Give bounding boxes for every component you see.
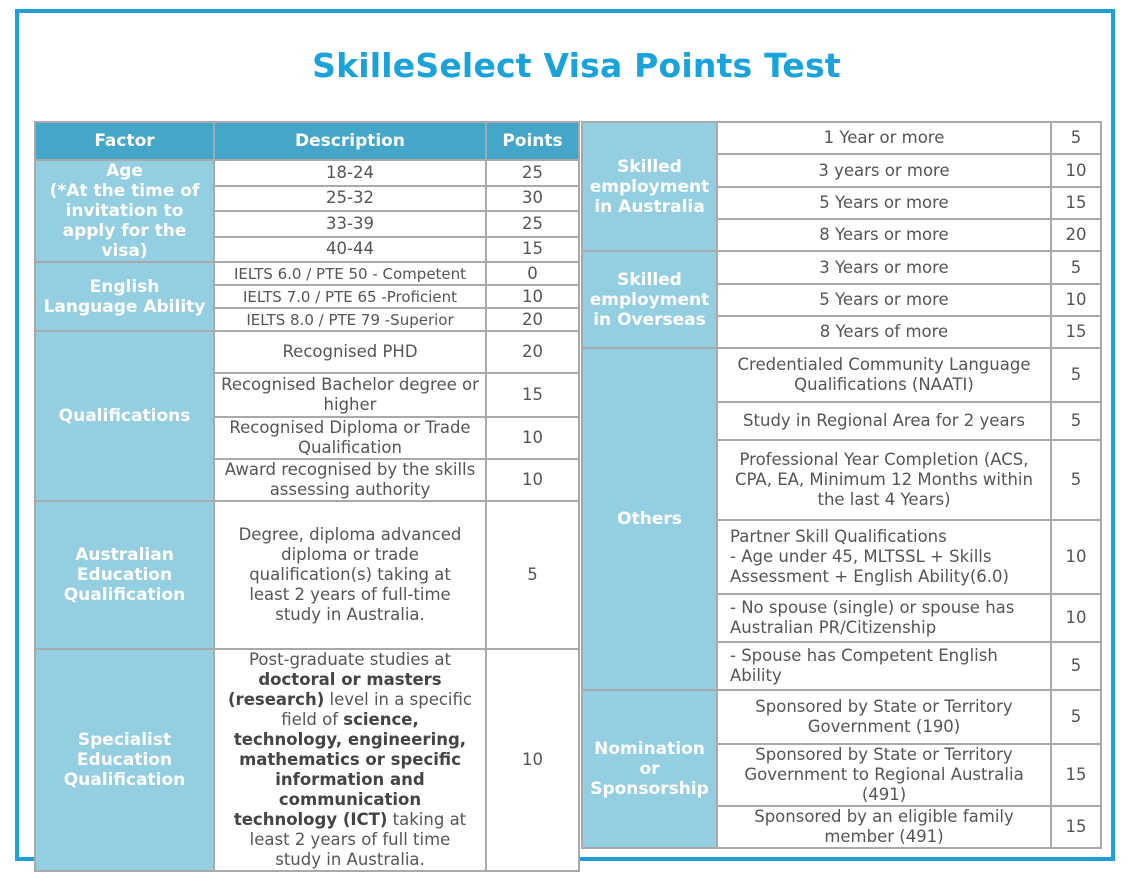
factor-nomination: Nomination or Sponsorship xyxy=(582,690,717,848)
employment-points: 20 xyxy=(1051,219,1101,251)
other-points: 5 xyxy=(1051,440,1101,520)
other-points: 5 xyxy=(1051,348,1101,402)
english-level: IELTS 8.0 / PTE 79 -Superior xyxy=(214,308,486,331)
employment-duration: 3 Years or more xyxy=(717,251,1051,284)
english-level: IELTS 7.0 / PTE 65 -Proficient xyxy=(214,285,486,308)
employment-duration: 3 years or more xyxy=(717,154,1051,187)
qualification-points: 15 xyxy=(486,373,579,417)
employment-duration: 8 Years of more xyxy=(717,316,1051,348)
desc-bold: science, technology, engineering, mathematics or specific information and communication technology (ICT) xyxy=(233,710,467,829)
age-range: 25-32 xyxy=(214,186,486,212)
age-points: 25 xyxy=(486,160,579,186)
age-points: 15 xyxy=(486,237,579,263)
english-points: 10 xyxy=(486,285,579,308)
desc-text: level in a specific field of xyxy=(281,690,472,729)
other-criterion: Study in Regional Area for 2 years xyxy=(717,402,1051,440)
factor-english: English Language Ability xyxy=(35,262,214,331)
other-criterion: - Spouse has Competent English Ability xyxy=(717,642,1051,690)
right-points-table xyxy=(581,121,1102,849)
age-range: 33-39 xyxy=(214,211,486,237)
qualification-points: 10 xyxy=(486,459,579,501)
employment-duration: 5 Years or more xyxy=(717,284,1051,316)
other-points: 10 xyxy=(1051,520,1101,594)
employment-points: 15 xyxy=(1051,187,1101,219)
employment-points: 15 xyxy=(1051,316,1101,348)
age-points: 25 xyxy=(486,211,579,237)
employment-points: 5 xyxy=(1051,122,1101,154)
factor-skilled-overseas: Skilled employment in Overseas xyxy=(582,251,717,348)
employment-points: 10 xyxy=(1051,284,1101,316)
qualification-type: Recognised Diploma or Trade Qualification xyxy=(214,417,486,459)
qualification-type: Recognised PHD xyxy=(214,331,486,373)
qualification-points: 10 xyxy=(486,417,579,459)
age-points: 30 xyxy=(486,186,579,212)
nomination-type: Sponsored by an eligible family member (491) xyxy=(717,806,1051,848)
other-criterion: Credentialed Community Language Qualifications (NAATI) xyxy=(717,348,1051,402)
nomination-points: 15 xyxy=(1051,744,1101,806)
factor-others: Others xyxy=(582,348,717,690)
nomination-type: Sponsored by State or Territory Government (190) xyxy=(717,690,1051,744)
other-points: 5 xyxy=(1051,402,1101,440)
desc-bold: doctoral or masters (research) xyxy=(228,670,442,709)
page-title: SkilleSelect Visa Points Test xyxy=(312,46,841,85)
australian-education-description: Degree, diploma advanced diploma or trade qualification(s) taking at least 2 years of full-time study in Australia. xyxy=(214,501,486,649)
factor-qualifications: Qualifications xyxy=(35,331,214,501)
desc-text: Post-graduate studies at xyxy=(249,650,451,669)
nomination-points: 15 xyxy=(1051,806,1101,848)
english-points: 20 xyxy=(486,308,579,331)
employment-duration: 8 Years or more xyxy=(717,219,1051,251)
specialist-education-description xyxy=(214,649,486,871)
qualification-points: 20 xyxy=(486,331,579,373)
header-description: Description xyxy=(214,122,486,160)
employment-duration: 1 Year or more xyxy=(717,122,1051,154)
left-points-table xyxy=(34,121,580,872)
qualification-type: Recognised Bachelor degree or higher xyxy=(214,373,486,417)
specialist-education-points: 10 xyxy=(486,649,579,871)
header-factor: Factor xyxy=(35,122,214,160)
header-points: Points xyxy=(486,122,579,160)
australian-education-points: 5 xyxy=(486,501,579,649)
other-points: 10 xyxy=(1051,594,1101,642)
other-criterion: - No spouse (single) or spouse has Australian PR/Citizenship xyxy=(717,594,1051,642)
other-criterion: Partner Skill Qualifications - Age under 45, MLTSSL + Skills Assessment + English Ability(6.0) xyxy=(717,520,1051,594)
age-range: 40-44 xyxy=(214,237,486,263)
factor-australian-education: Australian Education Qualification xyxy=(35,501,214,649)
other-points: 5 xyxy=(1051,642,1101,690)
factor-skilled-australia: Skilled employment in Australia xyxy=(582,122,717,251)
nomination-type: Sponsored by State or Territory Government to Regional Australia (491) xyxy=(717,744,1051,806)
other-criterion: Professional Year Completion (ACS, CPA, EA, Minimum 12 Months within the last 4 Years) xyxy=(717,440,1051,520)
employment-duration: 5 Years or more xyxy=(717,187,1051,219)
employment-points: 5 xyxy=(1051,251,1101,284)
employment-points: 10 xyxy=(1051,154,1101,187)
qualification-type: Award recognised by the skills assessing authority xyxy=(214,459,486,501)
age-range: 18-24 xyxy=(214,160,486,186)
nomination-points: 5 xyxy=(1051,690,1101,744)
desc-text: taking at least 2 years of full time study in Australia. xyxy=(249,810,467,869)
english-points: 0 xyxy=(486,262,579,285)
factor-specialist-education: Specialist Education Qualification xyxy=(35,649,214,871)
english-level: IELTS 6.0 / PTE 50 - Competent xyxy=(214,262,486,285)
factor-age: Age (*At the time of invitation to apply for the visa) xyxy=(35,160,214,262)
